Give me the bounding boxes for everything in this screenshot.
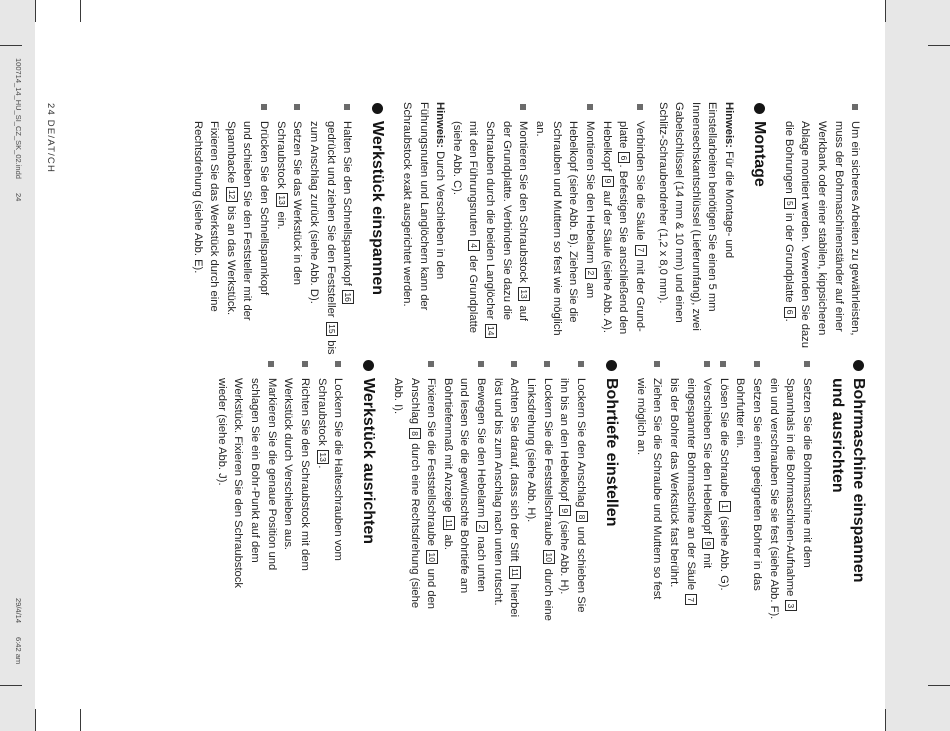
- square-bullet-icon: [578, 361, 584, 367]
- reference-number-box: 12: [226, 187, 238, 201]
- square-bullet-icon: [754, 361, 760, 367]
- text-line: [296, 378, 313, 689]
- text-run: (siehe Abb. H).: [558, 517, 571, 595]
- text-line: [423, 378, 440, 689]
- text-line: [631, 121, 648, 352]
- text-run: Hebelkopf: [600, 121, 613, 175]
- text-run: Werkstück durch Verschieben aus.: [282, 378, 295, 551]
- crop-mark: [35, 709, 36, 731]
- reference-number-box: 6: [618, 152, 630, 163]
- text-run: Setzen Sie das Werkstück in den: [291, 121, 304, 285]
- square-bullet-icon: [654, 361, 660, 367]
- reference-number-box: 16: [342, 290, 354, 304]
- crop-mark: [80, 0, 81, 22]
- text-run: Verbinden Sie die Säule: [633, 121, 646, 244]
- text-line: [522, 378, 539, 689]
- text-line: [847, 121, 864, 352]
- bullet-item: [522, 359, 555, 689]
- text-line: [720, 102, 737, 352]
- square-bullet-icon: [335, 361, 341, 367]
- text-line: [439, 378, 456, 689]
- bullet-item: [632, 359, 665, 689]
- text-run: Für die Montage- und: [723, 148, 736, 259]
- text-line: [330, 378, 347, 689]
- text-run: an.: [534, 121, 547, 137]
- reference-number-box: 11: [509, 566, 521, 580]
- text-line: [465, 121, 482, 352]
- text-line: [765, 378, 782, 689]
- text-line: [699, 378, 716, 689]
- square-bullet-icon: [852, 104, 858, 110]
- text-line: [797, 121, 814, 352]
- text-run: Werkstück ausrichten: [360, 378, 378, 544]
- text-run: durch eine Rechtsdrehung (siehe: [408, 440, 421, 609]
- bullet-item: [439, 359, 489, 689]
- bullet-item: [272, 102, 305, 352]
- text-line: [313, 378, 330, 689]
- text-line: [482, 121, 499, 352]
- square-bullet-icon: [544, 361, 550, 367]
- reference-number-box: 1: [719, 501, 731, 512]
- slug-file-name: 100714_14_HU_SI_CZ_SK_02.indd: [14, 58, 23, 179]
- crop-mark: [80, 709, 81, 731]
- text-run: Rechtsdrehung (siehe Abb. E).: [191, 121, 204, 274]
- text-run: und ausrichten: [829, 378, 846, 493]
- heading-line: [827, 378, 848, 689]
- text-run: . Befestigen Sie anschließend den: [617, 164, 630, 335]
- text-run: und den: [425, 565, 438, 610]
- section-heading: [737, 102, 780, 352]
- reference-number-box: 8: [410, 428, 422, 439]
- square-bullet-icon: [511, 361, 517, 367]
- text-run: Abb. I).: [391, 378, 404, 415]
- text-run: Hebelkopf (siehe Abb. B). Ziehen Sie die: [567, 121, 580, 323]
- text-line: [813, 121, 830, 352]
- text-run: Bohrtiefenmaß mit Anzeige: [441, 378, 454, 516]
- text-run: ihn bis an den Hebelkopf: [558, 378, 571, 505]
- text-run: Setzen Sie einen geeigneten Bohrer in das: [751, 378, 764, 591]
- text-line: [246, 378, 263, 689]
- text-run: der Grundplatte. Verbinden Sie dazu die: [500, 121, 513, 321]
- reference-number-box: 9: [559, 505, 571, 516]
- square-bullet-icon: [704, 361, 710, 367]
- bullet-item: [598, 102, 648, 352]
- text-run: Ablage montiert werden. Verwenden Sie dazu: [799, 121, 812, 348]
- circle-bullet-icon: [606, 360, 617, 371]
- text-line: [406, 378, 423, 689]
- square-bullet-icon: [721, 361, 727, 367]
- circle-bullet-icon: [754, 103, 765, 114]
- text-line: [715, 378, 732, 689]
- crop-mark: [0, 685, 22, 686]
- reference-number-box: 7: [635, 245, 647, 256]
- square-bullet-icon: [261, 104, 267, 110]
- heading-line: [749, 121, 770, 352]
- text-line: [289, 121, 306, 352]
- section-heading: [346, 359, 389, 689]
- reference-number-box: 9: [602, 176, 614, 187]
- section-heading: [815, 359, 879, 689]
- text-run: in der Grundplatte: [782, 209, 795, 306]
- crop-mark: [928, 45, 950, 46]
- text-line: [472, 378, 489, 689]
- text-line: [213, 378, 230, 689]
- text-run: Achten Sie darauf, dass sich der Stift: [508, 378, 521, 565]
- text-run: bis an das Werkstück.: [224, 202, 237, 316]
- text-line: [305, 121, 322, 352]
- reference-number-box: 4: [468, 240, 480, 251]
- reference-number-box: 14: [485, 324, 497, 338]
- text-line: [632, 378, 649, 689]
- text-run: zum Anschlag zurück (siehe Abb. D).: [308, 121, 321, 304]
- text-line: [280, 378, 297, 689]
- slug-page-number: 24: [14, 192, 23, 202]
- reference-number-box: 13: [518, 287, 530, 301]
- bullet-item: [189, 102, 272, 352]
- text-run: Halten Sie den Schnellspannkopf: [341, 121, 354, 289]
- text-line: [671, 102, 688, 352]
- text-line: [649, 378, 666, 689]
- text-line: [230, 378, 247, 689]
- text-run: Setzen Sie die Bohrmaschine mit dem: [801, 378, 813, 568]
- text-line: [682, 378, 699, 689]
- text-run: Fixieren Sie die Feststellschraube: [425, 378, 438, 549]
- reference-number-box: 2: [476, 521, 488, 532]
- text-run: wie möglich an.: [634, 378, 647, 456]
- text-line: [222, 121, 239, 352]
- heading-line: [367, 121, 388, 352]
- text-run: Werkstück. Fixieren Sie den Schraubstock: [232, 378, 245, 588]
- text-run: Um ein sicheres Arbeiten zu gewährleisten,: [849, 121, 862, 336]
- text-line: [415, 102, 432, 352]
- note-label: Hinweis:: [723, 102, 736, 149]
- text-line: [581, 121, 598, 352]
- bullet-item: [280, 359, 313, 689]
- text-run: ein.: [274, 208, 287, 230]
- text-run: Markieren Sie die genaue Position und: [265, 378, 278, 571]
- text-run: Ziehen Sie die Schraube und Muttern so fest: [651, 378, 664, 600]
- text-line: [615, 121, 632, 352]
- text-line: [263, 378, 280, 689]
- text-run: gedrückt und ziehen Sie den Feststeller: [324, 121, 337, 321]
- text-line: [448, 121, 465, 352]
- square-bullet-icon: [637, 104, 643, 110]
- text-run: schlagen Sie ein Bohr-Punkt auf dem: [249, 378, 262, 563]
- text-run: Führungsnuten und Langlöchern kann der: [417, 102, 430, 311]
- square-bullet-icon: [804, 361, 810, 367]
- note-label: Hinweis:: [434, 102, 447, 149]
- square-bullet-icon: [344, 104, 350, 110]
- reference-number-box: 11: [443, 516, 455, 530]
- reference-number-box: 15: [326, 322, 338, 336]
- heading-line: [601, 378, 622, 689]
- text-line: [748, 378, 765, 689]
- bullet-item: [389, 359, 439, 689]
- text-run: Linksdrehung (siehe Abb. H).: [525, 378, 538, 523]
- text-line: [206, 121, 223, 352]
- text-line: [654, 102, 671, 352]
- reference-number-box: 2: [585, 268, 597, 279]
- text-run: .: [782, 318, 795, 322]
- slug-date: 29/4/14: [14, 598, 23, 624]
- slug-time: 6:42 am: [14, 637, 23, 665]
- circle-bullet-icon: [853, 360, 864, 371]
- text-run: Schraubstock exakt ausgerichtet werden.: [400, 102, 413, 307]
- crop-mark: [885, 0, 886, 22]
- heading-line: [848, 378, 869, 689]
- text-line: [598, 121, 615, 352]
- square-bullet-icon: [294, 104, 300, 110]
- text-run: (siehe Abb. C).: [450, 121, 463, 195]
- text-run: Bohrmaschine einspannen: [850, 378, 867, 583]
- text-run: platte: [617, 121, 630, 152]
- text-run: muss der Bohrmaschinenständer auf einer: [832, 121, 845, 332]
- text-run: durch eine: [541, 565, 554, 621]
- reference-number-box: 6: [784, 307, 796, 318]
- square-bullet-icon: [302, 361, 308, 367]
- slug-file-info: [13, 58, 23, 201]
- text-column-left: [189, 102, 863, 355]
- text-run: ab.: [441, 531, 454, 550]
- square-bullet-icon: [478, 361, 484, 367]
- crop-mark: [0, 45, 22, 46]
- reference-number-box: 3: [785, 600, 797, 611]
- text-run: Einstellarbeiten benötigen Sie einen 5 mm: [706, 102, 719, 312]
- text-run: eingespannter Bohrmaschine an der Säule: [684, 378, 697, 594]
- reference-number-box: 5: [784, 198, 796, 209]
- text-run: und schieben Sie den Feststeller mit der: [241, 121, 254, 321]
- text-line: [506, 378, 523, 689]
- text-run: Schraubstock: [315, 378, 328, 449]
- text-run: Schraubstock: [274, 121, 287, 192]
- text-run: Montieren Sie den Schraubstock: [517, 121, 530, 286]
- text-run: Richten Sie den Schraubstock mit dem: [298, 378, 311, 571]
- bullet-item: [556, 359, 589, 689]
- text-line: [548, 121, 565, 352]
- bullet-item: [489, 359, 522, 689]
- square-bullet-icon: [268, 361, 274, 367]
- slug-area-top: [885, 0, 950, 731]
- text-run: Montage: [751, 121, 769, 187]
- text-line: [189, 121, 206, 352]
- text-run: und lesen Sie die gewünschte Bohrtiefe am: [458, 378, 471, 594]
- text-run: die Bohrungen: [782, 121, 795, 197]
- text-line: [572, 378, 589, 689]
- text-line: [432, 102, 449, 352]
- text-run: der Grundplatte: [467, 252, 480, 334]
- text-run: Schrauben und Muttern so fest wie möglich: [550, 121, 563, 336]
- reference-number-box: 9: [702, 538, 714, 549]
- text-run: Gabelschlüssel (14 mm & 10 mm) und einen: [673, 102, 686, 323]
- text-run: Durch Verschieben in den: [434, 148, 447, 280]
- page-number-header: 24 DE/AT/CH: [45, 103, 56, 174]
- text-line: [489, 378, 506, 689]
- section-heading: [589, 359, 632, 689]
- reference-number-box: 8: [576, 511, 588, 522]
- text-line: [498, 121, 515, 352]
- note-paragraph: [654, 102, 737, 352]
- text-line: [239, 121, 256, 352]
- text-line: [322, 121, 339, 355]
- bullet-item: [531, 102, 598, 352]
- text-line: [782, 378, 799, 689]
- text-run: Schlitz-Schraubendreher (1,2 x 8,0 mm).: [656, 102, 669, 304]
- text-line: [704, 102, 721, 352]
- text-line: [665, 378, 682, 689]
- text-run: Lockern Sie die Feststellschraube: [541, 378, 554, 550]
- text-line: [687, 102, 704, 352]
- text-run: (siehe Abb. G).: [717, 512, 730, 591]
- text-run: Werkstück einspannen: [369, 121, 387, 295]
- text-line: [830, 121, 847, 352]
- text-run: auf: [517, 302, 530, 321]
- text-line: [556, 378, 573, 689]
- circle-bullet-icon: [363, 360, 374, 371]
- text-run: bis: [324, 337, 337, 355]
- bullet-item: [780, 102, 863, 352]
- text-line: [255, 121, 272, 352]
- text-run: Drücken Sie den Schnellspannkopf: [258, 121, 271, 296]
- text-run: bis der Bohrer das Werkstück fast berührt.: [667, 378, 680, 588]
- text-line: [798, 378, 815, 689]
- section-heading: [355, 102, 398, 352]
- text-line: [565, 121, 582, 352]
- text-run: wieder (siehe Abb. J).: [215, 378, 228, 486]
- crop-mark: [885, 709, 886, 731]
- text-line: [515, 121, 532, 352]
- text-run: Lösen Sie die Schraube: [717, 378, 730, 500]
- text-run: nach unten: [475, 533, 488, 592]
- text-run: Bewegen Sie den Hebelarm: [475, 378, 488, 521]
- text-line: [272, 121, 289, 352]
- text-line: [398, 102, 415, 352]
- heading-line: [358, 378, 379, 689]
- note-paragraph: [398, 102, 448, 352]
- text-run: Anschlag: [408, 378, 421, 428]
- text-line: [456, 378, 473, 689]
- text-run: Montieren Sie den Hebelarm: [583, 121, 596, 267]
- text-run: ein und verschrauben Sie sie fest (siehe Abb. F).: [767, 378, 780, 620]
- square-bullet-icon: [428, 361, 434, 367]
- reference-number-box: 10: [426, 550, 438, 564]
- text-line: [531, 121, 548, 352]
- text-run: mit der Grund-: [633, 256, 646, 332]
- slug-timestamp: [13, 598, 23, 664]
- text-run: auf der Säule (siehe Abb. A).: [600, 187, 613, 334]
- text-run: hierbei: [508, 580, 521, 618]
- text-run: Lockern Sie die Halteschrauben vom: [332, 378, 345, 561]
- text-run: mit den Führungsnuten: [467, 121, 480, 240]
- bullet-item: [715, 359, 732, 689]
- bullet-item: [313, 359, 346, 689]
- crop-mark: [35, 0, 36, 22]
- text-line: [539, 378, 556, 689]
- text-run: Spannbacke: [224, 121, 237, 187]
- text-line: [389, 378, 406, 689]
- text-run: Werkbank oder einer stabilen, kippsicheren: [816, 121, 829, 336]
- text-run: Bohrfutter ein.: [734, 378, 747, 449]
- bullet-item: [305, 102, 355, 355]
- text-run: Verschieben Sie den Hebelkopf: [701, 378, 714, 538]
- text-run: löst und bis zum Anschlag nach unten rutscht.: [491, 378, 504, 606]
- text-run: Bohrtiefe einstellen: [602, 378, 620, 527]
- text-run: Innensechskantschlüssel (Lieferumfang), zwei: [689, 102, 702, 331]
- text-run: am: [583, 279, 596, 299]
- reference-number-box: 13: [276, 193, 288, 207]
- crop-mark: [928, 685, 950, 686]
- text-column-right: [213, 359, 879, 689]
- text-run: Schrauben durch die beiden Langlöcher: [484, 121, 497, 323]
- square-bullet-icon: [587, 104, 593, 110]
- text-run: .: [315, 465, 328, 469]
- text-run: und schieben Sie: [574, 523, 587, 613]
- text-run: mit: [701, 550, 714, 569]
- text-run: Spannhals in die Bohrmaschinen-Aufnahme: [784, 378, 797, 600]
- reference-number-box: 7: [685, 594, 697, 605]
- circle-bullet-icon: [372, 103, 383, 114]
- text-line: [780, 121, 797, 352]
- reference-number-box: 13: [317, 450, 329, 464]
- reference-number-box: 10: [543, 550, 555, 564]
- bullet-item: [213, 359, 280, 689]
- square-bullet-icon: [520, 104, 526, 110]
- text-run: Fixieren Sie das Werkstück durch eine: [208, 121, 221, 312]
- text-line: [339, 121, 356, 352]
- bullet-item: [665, 359, 715, 689]
- bullet-item: [448, 102, 531, 352]
- text-run: Lockern Sie den Anschlag: [574, 378, 587, 511]
- text-line: [732, 378, 749, 689]
- bullet-item: [765, 359, 815, 689]
- bullet-item: [732, 359, 765, 689]
